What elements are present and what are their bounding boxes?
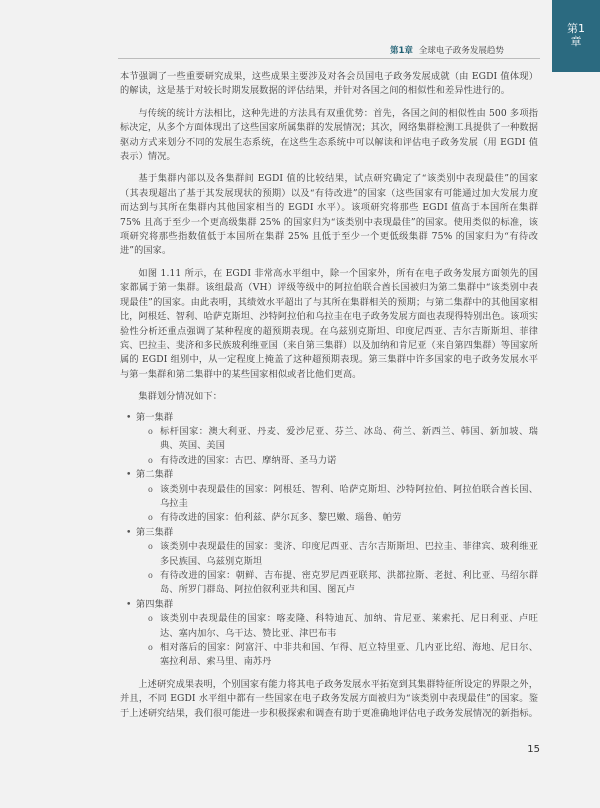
- chapter-tab: [552, 0, 600, 72]
- paragraph: 基于集群内部以及各集群间 EGDI 值的比较结果，试点研究确定了“该类别中表现最佳”的国家（其表现超出了基于其发展现状的预期）以及“有待改进”的国家（这些国家有可能通过加大发展力度而达到与其所在集群内其他国家相当的 EGDI 水平）。该项研究将那些 EGDI 值高于本国所在集群 75% 且高于至少一个更高级集群 25% 的国家归为“该类别中表现最佳”的国家。使用类似的标准，该项研究将那些指数值低于本国所在集群 25% 且低于至少一个更低级集群 75% 的国家归为“有待改进”的国家。: [120, 173, 538, 257]
- chapter-title: 全球电子政务发展趋势: [418, 46, 504, 56]
- page-number: 15: [527, 744, 540, 755]
- chapter-tab-line2: 章: [570, 35, 582, 48]
- cluster-item: [126, 411, 538, 469]
- cluster-subitem: o 标杆国家：澳大利亚、丹麦、爱沙尼亚、芬兰、冰岛、荷兰、新西兰、韩国、新加坡、瑞典、英国、美国: [148, 425, 538, 454]
- cluster-item: [126, 526, 538, 598]
- cluster-name: • 第三集群: [136, 527, 173, 538]
- header-divider: [118, 58, 540, 59]
- chapter-tab-line1: 第1: [567, 22, 585, 35]
- cluster-subitem: o 相对落后的国家：阿富汗、中非共和国、乍得、厄立特里亚、几内亚比绍、海地、尼日尔、塞拉利昂、索马里、南苏丹: [148, 641, 538, 670]
- conclusion-paragraph: 上述研究成果表明，个别国家有能力将其电子政务发展水平拓宽到其集群特征所设定的界限之外，并且，不同 EGDI 水平组中都有一些国家在电子政务发展方面被归为“该类别中表现最佳”的国家。鉴于上述研究结果，我们很可能进一步积极探索和调查有助于更准确地评估电子政务发展情况的新指标。: [120, 678, 538, 719]
- paragraph: 本节强调了一些重要研究成果，这些成果主要涉及对各会员国电子政务发展成就（由 EGDI 值体现）的解读，这是基于对较长时期发展数据的评估结果，并针对各国之间的相似性和差异性进行的。: [120, 71, 538, 97]
- cluster-subitem: o 该类别中表现最佳的国家：喀麦隆、科特迪瓦、加纳、肯尼亚、莱索托、尼日利亚、卢旺达、塞内加尔、乌干达、赞比亚、津巴布韦: [148, 612, 538, 641]
- cluster-subitem: o 该类别中表现最佳的国家：阿根廷、智利、哈萨克斯坦、沙特阿拉伯、阿拉伯联合酋长国、乌拉圭: [148, 483, 538, 512]
- body-text: [120, 70, 538, 729]
- cluster-subitem: o 有待改进的国家：古巴、摩纳哥、圣马力诺: [148, 454, 538, 468]
- cluster-subitem: o 有待改进的国家：朝鲜、吉布提、密克罗尼西亚联邦、洪都拉斯、老挝、利比亚、马绍尔群岛、所罗门群岛、阿拉伯叙利亚共和国、图瓦卢: [148, 569, 538, 598]
- paragraph: 与传统的统计方法相比，这种先进的方法具有双重优势：首先，各国之间的相似性由 500 多项指标决定，从多个方面体现出了这些国家所属集群的发展情况；其次，网络集群检测工具提供了一种数据驱动方式来划分不同的发展生态系统，在这些生态系统中可以解读和评估电子政务发展（用 EGDI 值表示）情况。: [120, 107, 538, 163]
- paragraph: 如图 1.11 所示，在 EGDI 非常高水平组中，除一个国家外，所有在电子政务发展方面领先的国家都属于第一集群。该组最高（VH）评级等级中的阿拉伯联合酋长国被归为第二集群中“该类别中表现最佳”的国家。由此表明，其绩效水平超出了与其所在集群相关的预期；与第二集群中的其他国家相比，阿根廷、智利、哈萨克斯坦、沙特阿拉伯和乌拉圭在电子政务发展方面也表现得特别出色。该项实验性分析还重点强调了某种程度的超预期表现。在乌兹别克斯坦、印度尼西亚、吉尔吉斯斯坦、菲律宾、巴拉圭、斐济和多民族玻利维亚国（来自第三集群）以及加纳和肯尼亚（来自第四集群）等国家所属的 EGDI 组别中，从一定程度上掩盖了这种超预期表现。第三集群中许多国家的电子政务发展水平与第一集群和第二集群中的某些国家相似或者比他们更高。: [120, 267, 538, 380]
- cluster-name: • 第一集群: [136, 412, 173, 423]
- cluster-item: [126, 598, 538, 670]
- cluster-subitem: o 该类别中表现最佳的国家：斐济、印度尼西亚、吉尔吉斯斯坦、巴拉圭、菲律宾、玻利维亚多民族国、乌兹别克斯坦: [148, 540, 538, 569]
- cluster-list: [120, 411, 538, 670]
- cluster-name: • 第二集群: [136, 469, 173, 480]
- running-header: [390, 44, 540, 56]
- cluster-subitem: o 有待改进的国家：伯利兹、萨尔瓦多、黎巴嫩、瑙鲁、帕劳: [148, 511, 538, 525]
- cluster-name: • 第四集群: [136, 599, 173, 610]
- cluster-intro: 集群划分情况如下：: [138, 391, 222, 403]
- cluster-item: [126, 468, 538, 526]
- chapter-label: 第1章: [390, 46, 413, 56]
